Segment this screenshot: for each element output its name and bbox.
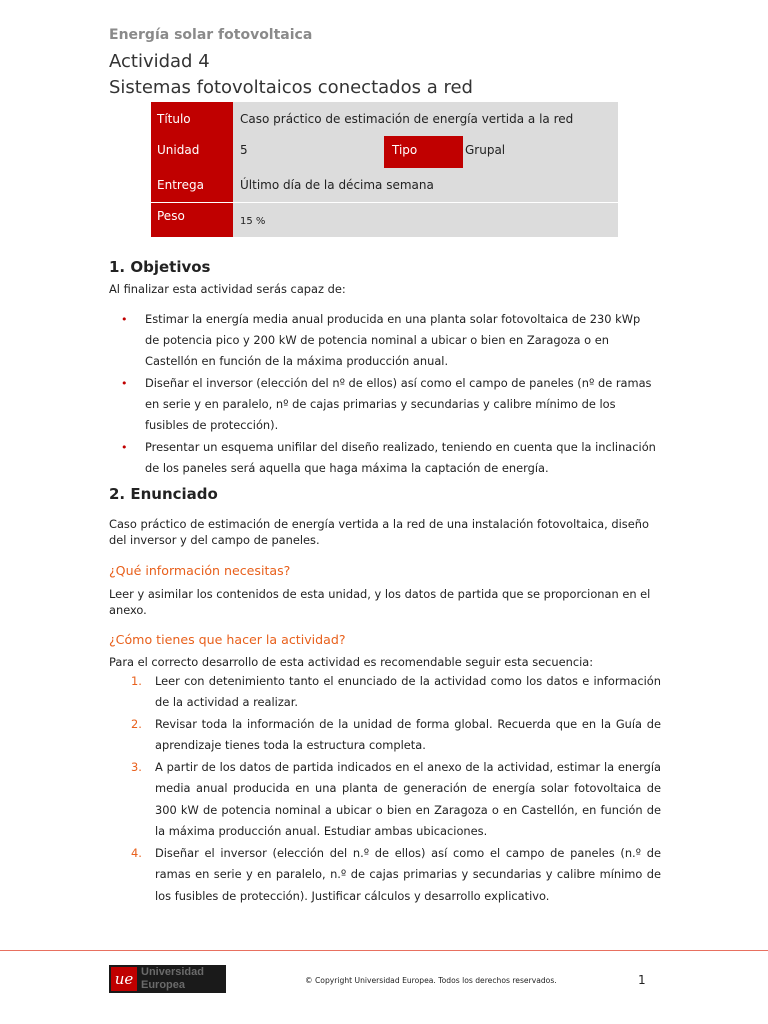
step-text: Leer con detenimiento tanto el enunciado de la actividad como los datos e información de la actividad a realizar. — [155, 674, 661, 710]
step-item — [131, 843, 661, 908]
step-item — [131, 671, 661, 714]
how-question-heading: ¿Cómo tienes que hacer la actividad? — [109, 632, 346, 647]
enunciado-text: Caso práctico de estimación de energía vertida a la red de una instalación fotovoltaica, diseño del inversor y del campo de paneles. — [109, 517, 649, 547]
step-number: 2. — [131, 717, 142, 731]
step-text: Revisar toda la información de la unidad de forma global. Recuerda que en la Guía de aprendizaje tienes toda la estructura completa. — [155, 717, 661, 753]
peso-label: Peso — [151, 203, 233, 237]
objetivo-text: Diseñar el inversor (elección del nº de ellos) así como el campo de paneles (nº de ramas en serie y en paralelo, nº de cajas primarias y secundarias y calibre mínimo de los fusibles de protección). — [145, 376, 652, 432]
universidad-europea-logo — [109, 965, 226, 993]
objetivo-item — [121, 309, 641, 372]
step-number: 1. — [131, 674, 142, 688]
unidad-value: 5 — [233, 136, 384, 168]
step-item — [131, 714, 661, 757]
objetivo-text: Estimar la energía media anual producida en una planta solar fotovoltaica de 230 kWp de potencia pico y 200 kW de potencia nominal a ubicar o bien en Zaragoza o en Castellón en función de la máxima producción anual. — [145, 312, 641, 368]
course-name: Energía solar fotovoltaica — [109, 27, 313, 43]
row-entrega — [151, 168, 618, 202]
step-text: Diseñar el inversor (elección del n.º de ellos) así como el campo de paneles (n.º de ramas en serie y en paralelo, n.º de cajas primarias y secundarias y calibre mínimo de los fusibles de protección). Justificar cálculos y desarrollo explicativo. — [155, 846, 661, 903]
info-question-text: Leer y asimilar los contenidos de esta unidad, y los datos de partida que se proporcionan en el anexo. — [109, 587, 651, 617]
entrega-label: Entrega — [151, 168, 233, 202]
bullet-icon: • — [121, 377, 128, 390]
step-text: A partir de los datos de partida indicados en el anexo de la actividad, estimar la energía media anual producida en una planta de generación de energía solar fotovoltaica de 300 kW de potencia nominal a ubicar o bien en Zaragoza o en Castellón, en función de la máxima producción anual. Estudiar ambas ubicaciones. — [155, 760, 661, 838]
how-question-text: Para el correcto desarrollo de esta actividad es recomendable seguir esta secuencia: — [109, 655, 594, 669]
activity-subtitle: Sistemas fotovoltaicos conectados a red — [109, 77, 473, 98]
tipo-value: Grupal — [463, 136, 618, 168]
titulo-label: Título — [151, 102, 233, 136]
bullet-icon: • — [121, 313, 128, 326]
titulo-value: Caso práctico de estimación de energía vertida a la red — [233, 102, 618, 136]
ue-logo-mark: ue — [111, 967, 137, 991]
footer-divider — [0, 950, 768, 951]
entrega-value: Último día de la décima semana — [233, 168, 618, 202]
bullet-icon: • — [121, 441, 128, 454]
objetivo-text: Presentar un esquema unifilar del diseño realizado, teniendo en cuenta que la inclinación de los paneles será aquella que haga máxima la captación de energía. — [145, 440, 656, 475]
peso-value: 15 % — [233, 203, 618, 237]
objetivos-heading: 1. Objetivos — [109, 258, 211, 276]
objetivo-item — [121, 373, 652, 436]
step-number: 3. — [131, 760, 142, 774]
enunciado-heading: 2. Enunciado — [109, 485, 218, 503]
step-item — [131, 757, 661, 843]
objetivo-item — [121, 437, 656, 479]
step-number: 4. — [131, 846, 142, 860]
row-unidad — [151, 136, 618, 168]
row-peso — [151, 203, 618, 237]
objetivos-intro: Al finalizar esta actividad serás capaz de: — [109, 282, 346, 296]
info-question-heading: ¿Qué información necesitas? — [109, 563, 291, 578]
copyright-notice: © Copyright Universidad Europea. Todos los derechos reservados. — [305, 976, 557, 985]
row-titulo — [151, 102, 618, 136]
tipo-label: Tipo — [384, 136, 463, 168]
activity-title: Actividad 4 — [109, 51, 210, 72]
logo-line-1: Universidad — [141, 966, 204, 978]
logo-line-2: Europea — [141, 979, 186, 991]
page-number: 1 — [638, 973, 646, 987]
unidad-label: Unidad — [151, 136, 233, 168]
